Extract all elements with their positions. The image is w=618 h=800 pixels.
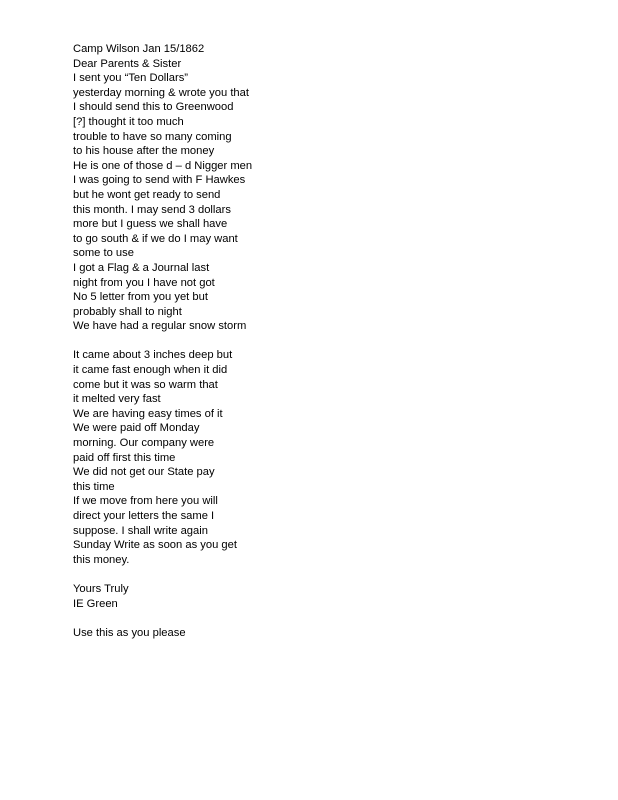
letter-line: to go south & if we do I may want [73, 232, 238, 245]
letter-line: it came fast enough when it did [73, 364, 228, 377]
letter-line: Dear Parents & Sister [73, 57, 182, 70]
letter-transcription [73, 42, 493, 640]
letter-line: Sunday Write as soon as you get [73, 539, 237, 552]
letter-line: come but it was so warm that [73, 378, 218, 391]
letter-line: but he wont get ready to send [73, 188, 221, 201]
letter-line: it melted very fast [73, 393, 161, 406]
letter-line: more but I guess we shall have [73, 218, 228, 231]
letter-line: night from you I have not got [73, 276, 215, 289]
letter-line: paid off first this time [73, 451, 176, 464]
letter-line: We were paid off Monday [73, 422, 200, 435]
letter-line: We have had a regular snow storm [73, 320, 247, 333]
letter-line: this money. [73, 553, 130, 566]
letter-line: morning. Our company were [73, 437, 215, 450]
letter-line: this month. I may send 3 dollars [73, 203, 231, 216]
letter-line: IE Green [73, 597, 118, 610]
letter-line: some to use [73, 247, 134, 260]
letter-paragraph [73, 42, 493, 334]
letter-line: Camp Wilson Jan 15/1862 [73, 43, 205, 55]
letter-line: direct your letters the same I [73, 510, 215, 522]
letter-line: I got a Flag & a Journal last [73, 261, 210, 274]
letter-line: I sent you “Ten Dollars” [73, 72, 189, 85]
letter-line: If we move from here you will [73, 495, 218, 508]
letter-paragraph [73, 582, 493, 611]
letter-line: suppose. I shall write again [73, 524, 208, 537]
letter-line: We are having easy times of it [73, 407, 223, 420]
letter-line: trouble to have so many coming [73, 130, 232, 143]
letter-line: Yours Truly [73, 582, 129, 595]
letter-line: probably shall to night [73, 305, 182, 318]
letter-line: I was going to send with F Hawkes [73, 174, 246, 187]
letter-line: We did not get our State pay [73, 466, 215, 479]
letter-line: yesterday morning & wrote you that [73, 86, 249, 99]
letter-line: I should send this to Greenwood [73, 101, 234, 114]
letter-line: [?] thought it too much [73, 115, 184, 128]
letter-line: It came about 3 inches deep but [73, 349, 233, 362]
letter-paragraph [73, 348, 493, 567]
letter-line: Use this as you please [73, 626, 186, 639]
letter-line: He is one of those d – d Nigger men [73, 159, 253, 172]
letter-line: to his house after the money [73, 145, 215, 158]
letter-line: No 5 letter from you yet but [73, 291, 208, 304]
letter-paragraph [73, 626, 493, 641]
letter-line: this time [73, 480, 115, 493]
